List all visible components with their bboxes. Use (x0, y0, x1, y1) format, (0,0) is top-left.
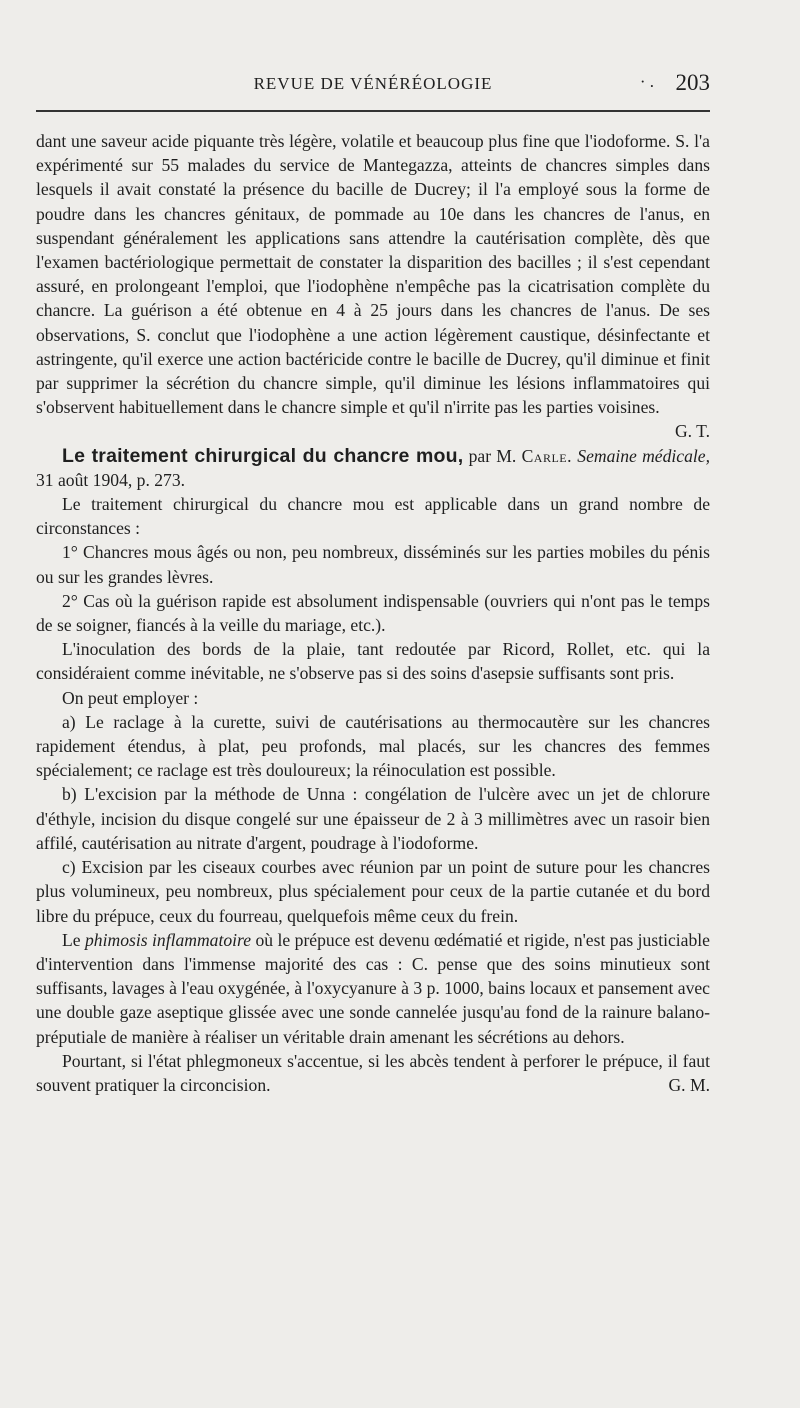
paragraph: b) L'excision par la méthode de Unna : congélation de l'ulcère avec un jet de chlorure d'éthyle, incision du disque congelé sur une épaisseur de 2 à 3 millimètres avec un rasoir bien affilé, cautérisation au nitrate d'argent, poudrage à l'iodoforme. (36, 784, 710, 853)
phimosis-term: phimosis inflammatoire (85, 929, 252, 950)
paragraph: L'inoculation des bords de la plaie, tant redoutée par Ricord, Rollet, etc. qui la considéraient comme inévitable, ne s'observe pas si des soins d'asepsie suffisants sont pris. (36, 639, 710, 684)
paragraph-text: Pourtant, si l'état phlegmoneux s'accentue, si les abcès tendent à perforer le prépuce, il faut souvent pratiquer la circoncision. (36, 1050, 710, 1095)
paragraph: On peut employer : (62, 687, 199, 708)
phimosis-text: où le prépuce est devenu œdématié et rigide, n'est pas justiciable d'intervention dans l'immense majorité des cas : C. pense que des soins minutieux sont suffisants, lavages à l'eau oxygénée, à l'oxycyanure à 3 p. 1000, bains locaux et pansement avec une double gaze aseptique glissée avec une sonde cannelée jusqu'au fond de la rainure balano-préputiale de manière à réaliser un véritable drain amenant les sécrétions au dehors. (36, 929, 710, 1047)
paragraph: 1° Chancres mous âgés ou non, peu nombreux, disséminés sur les parties mobiles du pénis ou sur les grandes lèvres. (36, 542, 710, 587)
article-heading (36, 444, 710, 492)
article-by: par M. (468, 445, 517, 466)
paragraph (36, 1049, 710, 1097)
signature: G. T. (674, 421, 710, 442)
phimosis-intro: Le (62, 929, 81, 950)
page-number: 203 (675, 70, 710, 95)
source-journal: Semaine médicale, (577, 445, 710, 466)
article-author: Carle. (521, 445, 573, 466)
paragraph: c) Excision par les ciseaux courbes avec réunion par un point de suture pour les chancres plus volumineux, peu nombreux, plus spécialement pour ceux de la partie cutanée et du bord libre du prépuce, ceux du fourreau, quelquefois même ceux du frein. (36, 857, 710, 926)
body-text (36, 129, 710, 1097)
paragraph (36, 129, 710, 444)
journal-title: REVUE DE VÉNÉRÉOLOGIE (253, 74, 493, 93)
paragraph: a) Le raclage à la curette, suivi de cautérisations au thermocautère sur les chancres rapidement étendus, à plat, peu profonds, mal placés, sur les chancres des femmes spécialement; ce raclage est très douloureux; la réinoculation est possible. (36, 711, 710, 781)
header-rule (36, 110, 710, 112)
signature: G. M. (668, 1074, 710, 1095)
running-head (36, 70, 710, 100)
paragraph: Le traitement chirurgical du chancre mou est applicable dans un grand nombre de circonstances : (36, 494, 710, 539)
paragraph (36, 928, 710, 1049)
article-title: Le traitement chirurgical du chancre mou, (62, 444, 464, 467)
paragraph-text: dant une saveur acide piquante très légère, volatile et beaucoup plus fine que l'iodoforme. S. l'a expérimenté sur 55 malades du service de Mantegazza, atteints de chancres simples dans lesquels il avait constaté la présence du bacille de Ducrey; il l'a employé sous la forme de poudre dans les chancres génitaux, de pommade au 10e dans les chancres de l'anus, en suspendant généralement les applications sans attendre la cautérisation complète, dès que l'examen bactériologique permettait de constater la disparition des bacilles ; il s'est cependant assuré, en prolongeant l'emploi, que l'iodophène n'empêche pas la cicatrisation complète du chancre. La guérison a été obtenue en 4 à 25 jours dans les chancres de l'anus. De ses observations, S. conclut que l'iodophène a une action légèrement caustique, désinfectante et astringente, qu'il exerce une action bactéricide contre le bacille de Ducrey, qu'il diminue et finit par supprimer la sécrétion du chancre simple, qu'il diminue les lésions inflammatoires qui s'observent habituellement dans le chancre simple et qu'il n'irrite pas les parties voisines. (36, 131, 710, 418)
paragraph: 2° Cas où la guérison rapide est absolument indispensable (ouvriers qui n'ont pas le temps de se soigner, fiancés à la veille du mariage, etc.). (36, 590, 710, 636)
source-details: 31 août 1904, p. 273. (36, 469, 186, 490)
header-dots: · . (639, 72, 654, 91)
